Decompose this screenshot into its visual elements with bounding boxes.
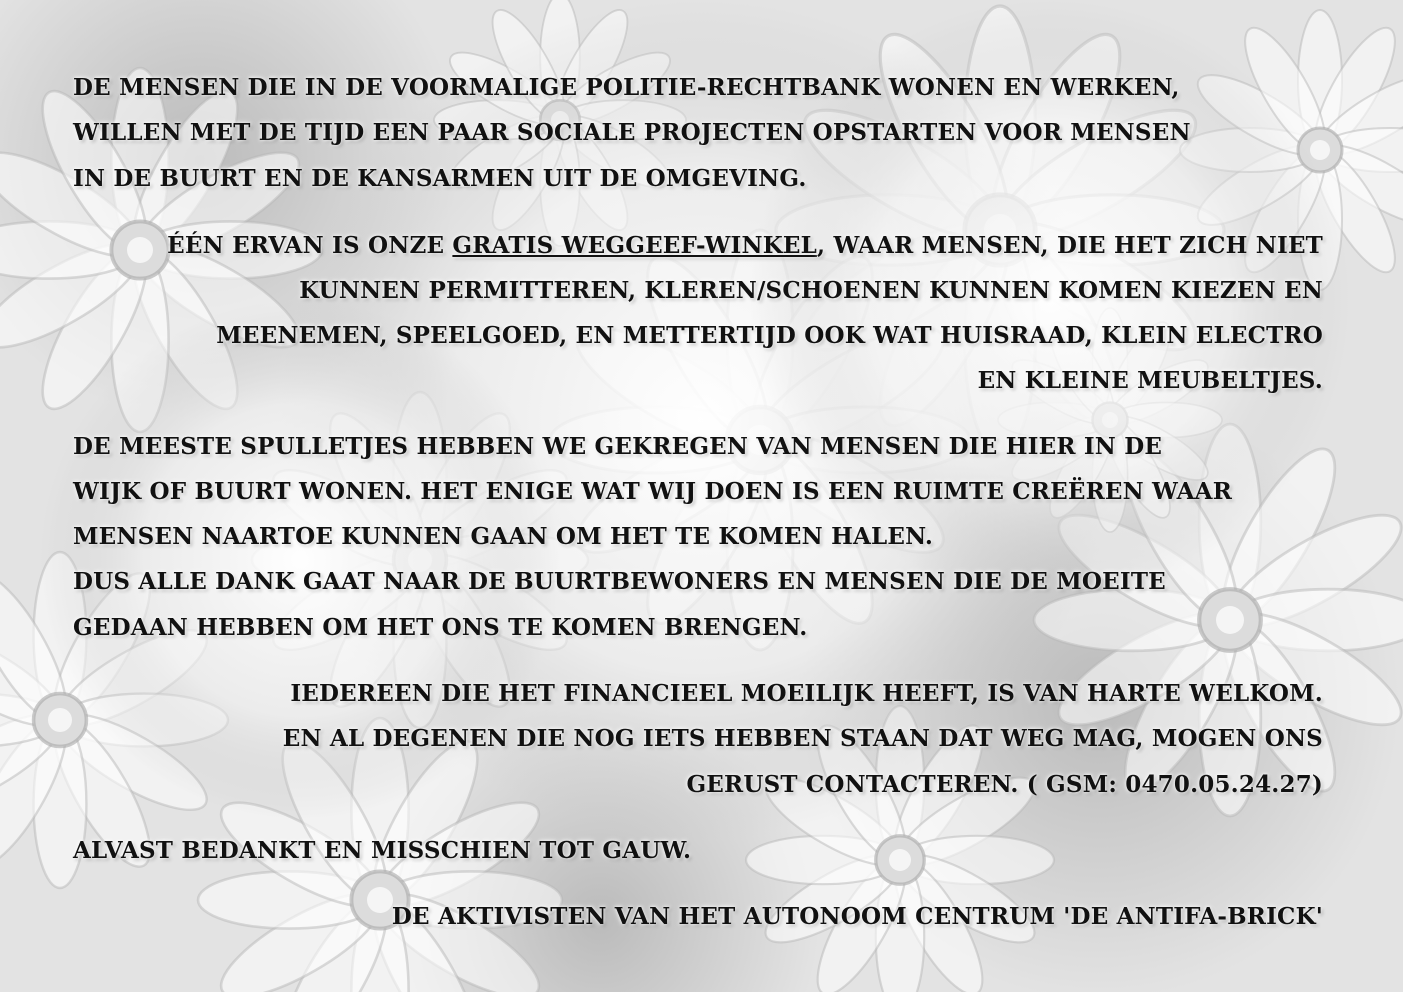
paragraph4-line1: IEDEREEN DIE HET FINANCIEEL MOEILIJK HEEFT, IS VAN HARTE WELKOM. [290,680,1323,707]
paragraph2-line4: EN KLEINE MEUBELTJES. [977,367,1323,394]
paragraph1-line2: WILLEN MET DE TIJD EEN PAAR SOCIALE PROJECTEN OPSTARTEN VOOR MENSEN [73,119,1191,146]
paragraph2-line1-start: ÉÉN ERVAN IS ONZE [167,232,453,259]
signature: DE AKTIVISTEN VAN HET AUTONOOM CENTRUM 'DE ANTIFA-BRICK' [391,903,1323,930]
paragraph2-line1 [167,231,1323,261]
paragraph1-line3: IN DE BUURT EN DE KANSARMEN UIT DE OMGEVING. [73,165,807,192]
paragraph3-line4: DUS ALLE DANK GAAT NAAR DE BUURTBEWONERS EN MENSEN DIE DE MOEITE [73,568,1166,595]
paragraph3-line1: DE MEESTE SPULLETJES HEBBEN WE GEKREGEN VAN MENSEN DIE HIER IN DE [73,433,1163,460]
paragraph1-line1: DE MENSEN DIE IN DE VOORMALIGE POLITIE-RECHTBANK WONEN EN WERKEN, [73,74,1180,101]
paragraph3-line2: WIJK OF BUURT WONEN. HET ENIGE WAT WIJ DOEN IS EEN RUIMTE CREËREN WAAR [73,478,1233,505]
paragraph3-line5: GEDAAN HEBBEN OM HET ONS TE KOMEN BRENGEN. [73,614,808,641]
paragraph4-line2: EN AL DEGENEN DIE NOG IETS HEBBEN STAAN DAT WEG MAG, MOGEN ONS [282,725,1323,752]
paragraph2-line1-end: , WAAR MENSEN, DIE HET ZICH NIET [817,232,1323,259]
closing-line: ALVAST BEDANKT EN MISSCHIEN TOT GAUW. [73,837,692,864]
paragraph2-line3: MEENEMEN, SPEELGOED, EN METTERTIJD OOK WAT HUISRAAD, KLEIN ELECTRO [216,322,1323,349]
paragraph4-line3-contact: GERUST CONTACTEREN. ( GSM: 0470.05.24.27) [686,771,1323,798]
weggeef-winkel-highlight: GRATIS WEGGEEF-WINKEL [452,232,818,259]
paragraph2-line2: KUNNEN PERMITTEREN, KLEREN/SCHOENEN KUNNEN KOMEN KIEZEN EN [299,277,1323,304]
paragraph3-line3: MENSEN NAARTOE KUNNEN GAAN OM HET TE KOMEN HALEN. [73,523,934,550]
